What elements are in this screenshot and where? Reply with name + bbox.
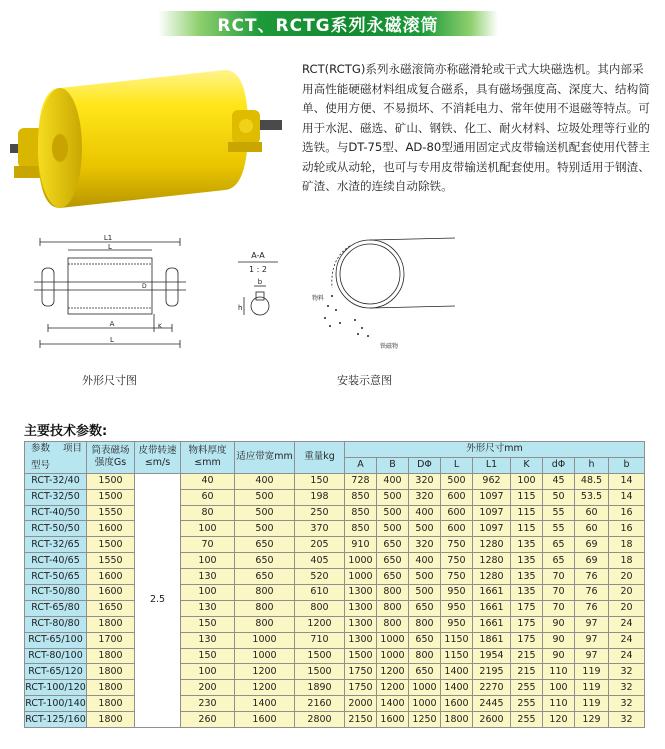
table-cell: 400 xyxy=(409,505,441,521)
table-cell: 600 xyxy=(441,489,473,505)
table-cell: 850 xyxy=(345,505,377,521)
table-cell: 1500 xyxy=(87,473,135,489)
table-cell: 230 xyxy=(181,696,235,712)
table-cell: 1500 xyxy=(295,664,345,680)
table-cell: 215 xyxy=(511,648,543,664)
table-cell: 100 xyxy=(543,680,575,696)
table-cell: 1000 xyxy=(345,553,377,569)
header-weight: 重量kg xyxy=(295,442,345,474)
table-cell: 2270 xyxy=(473,680,511,696)
table-cell: 255 xyxy=(511,696,543,712)
table-row xyxy=(25,600,645,616)
table-cell: 370 xyxy=(295,521,345,537)
table-cell: 800 xyxy=(409,648,441,664)
table-cell: 250 xyxy=(295,505,345,521)
table-cell: 500 xyxy=(409,521,441,537)
table-cell: 1750 xyxy=(345,680,377,696)
table-cell: 1800 xyxy=(87,696,135,712)
dim-label-d: D xyxy=(142,283,147,290)
header-dim: b xyxy=(609,457,645,473)
dim-label-k: K xyxy=(158,323,162,330)
table-cell: 2600 xyxy=(473,712,511,728)
table-cell: 150 xyxy=(181,648,235,664)
table-cell: 650 xyxy=(235,553,295,569)
table-cell: 90 xyxy=(543,632,575,648)
table-cell: 1150 xyxy=(441,632,473,648)
table-cell: 135 xyxy=(511,537,543,553)
model-cell: RCT-65/120 xyxy=(25,664,87,680)
belt-speed-cell: 2.5 xyxy=(135,473,181,727)
header-param-model xyxy=(25,442,87,474)
table-cell: 70 xyxy=(543,569,575,585)
page-title: RCT、RCTG系列永磁滚筒 xyxy=(217,16,439,36)
table-cell: 97 xyxy=(575,632,609,648)
table-cell: 2800 xyxy=(295,712,345,728)
model-cell: RCT-100/140 xyxy=(25,696,87,712)
table-cell: 20 xyxy=(609,569,645,585)
model-cell: RCT-50/80 xyxy=(25,585,87,601)
model-cell: RCT-100/120 xyxy=(25,680,87,696)
table-cell: 950 xyxy=(441,585,473,601)
table-cell: 2160 xyxy=(295,696,345,712)
table-cell: 850 xyxy=(345,489,377,505)
table-cell: 320 xyxy=(409,489,441,505)
table-cell: 1800 xyxy=(87,616,135,632)
table-cell: 1000 xyxy=(235,632,295,648)
table-cell: 119 xyxy=(575,680,609,696)
table-cell: 800 xyxy=(409,616,441,632)
table-cell: 130 xyxy=(181,632,235,648)
table-cell: 650 xyxy=(409,632,441,648)
model-cell: RCT-125/160 xyxy=(25,712,87,728)
table-cell: 1000 xyxy=(377,632,409,648)
table-cell: 110 xyxy=(543,664,575,680)
title-banner xyxy=(158,11,498,36)
table-cell: 135 xyxy=(511,585,543,601)
table-cell: 400 xyxy=(409,553,441,569)
table-cell: 800 xyxy=(235,600,295,616)
table-cell: 32 xyxy=(609,696,645,712)
header-dim: K xyxy=(511,457,543,473)
table-cell: 60 xyxy=(181,489,235,505)
install-label-iron: 铁磁物 xyxy=(380,343,399,350)
table-cell: 500 xyxy=(409,569,441,585)
table-cell: 962 xyxy=(473,473,511,489)
table-cell: 2445 xyxy=(473,696,511,712)
table-cell: 255 xyxy=(511,680,543,696)
table-cell: 600 xyxy=(441,521,473,537)
model-cell: RCT-32/65 xyxy=(25,537,87,553)
product-description: RCT(RCTG)系列永磁滚筒亦称磁滑轮或干式大块磁选机。其内部采用高性能硬磁材料组成复合磁系，具有磁场强度高、深度大、结构简单、使用方便、不易损坏、不消耗电力、常年使用不退磁等特点。可用于水泥、磁选、矿山、钢铁、化工、耐火材料、垃圾处理等行业的选铁。与DT-75型、AD-80型通用固定式皮带输送机配套使用代替主动轮或从动轮，也可与专用皮带输送机配套使用。特别适用于钢渣、矿渣、水渣的连续自动除铁。 xyxy=(302,62,650,193)
dim-label-l: L xyxy=(108,243,112,251)
header-model: 型号 xyxy=(31,459,51,471)
table-cell: 115 xyxy=(511,521,543,537)
table-cell: 710 xyxy=(295,632,345,648)
table-cell: 32 xyxy=(609,712,645,728)
table-cell: 115 xyxy=(511,489,543,505)
table-cell: 500 xyxy=(409,585,441,601)
table-cell: 32 xyxy=(609,664,645,680)
table-cell: 115 xyxy=(511,505,543,521)
table-cell: 76 xyxy=(575,585,609,601)
model-cell: RCT-80/100 xyxy=(25,648,87,664)
table-cell: 130 xyxy=(181,569,235,585)
table-cell: 198 xyxy=(295,489,345,505)
model-cell: RCT-50/50 xyxy=(25,521,87,537)
table-cell: 60 xyxy=(575,521,609,537)
table-cell: 650 xyxy=(235,569,295,585)
table-cell: 500 xyxy=(235,521,295,537)
table-cell: 1600 xyxy=(441,696,473,712)
table-cell: 200 xyxy=(181,680,235,696)
dim-label-l-bottom: L xyxy=(110,336,114,344)
table-cell: 100 xyxy=(511,473,543,489)
table-row xyxy=(25,473,645,489)
table-cell: 1280 xyxy=(473,553,511,569)
table-row xyxy=(25,569,645,585)
section-drawing xyxy=(228,250,288,325)
model-cell: RCT-40/50 xyxy=(25,505,87,521)
table-cell: 500 xyxy=(235,505,295,521)
table-cell: 600 xyxy=(441,505,473,521)
table-row xyxy=(25,632,645,648)
table-row xyxy=(25,648,645,664)
spec-table xyxy=(24,441,645,728)
table-cell: 1280 xyxy=(473,569,511,585)
table-cell: 800 xyxy=(377,585,409,601)
outline-drawing xyxy=(30,232,190,362)
table-cell: 60 xyxy=(575,505,609,521)
table-cell: 1150 xyxy=(441,648,473,664)
table-cell: 320 xyxy=(409,473,441,489)
table-cell: 1200 xyxy=(377,664,409,680)
header-dim: dΦ xyxy=(543,457,575,473)
table-cell: 1000 xyxy=(409,680,441,696)
header-dim: B xyxy=(377,457,409,473)
table-cell: 950 xyxy=(441,616,473,632)
section-h: h xyxy=(238,304,243,312)
table-cell: 850 xyxy=(345,521,377,537)
table-cell: 55 xyxy=(543,505,575,521)
table-row xyxy=(25,696,645,712)
table-cell: 24 xyxy=(609,632,645,648)
header-dims-group: 外形尺寸mm xyxy=(345,442,645,458)
header-belt-speed: 皮带转速≤m/s xyxy=(135,442,181,474)
table-cell: 1800 xyxy=(441,712,473,728)
table-cell: 1300 xyxy=(345,616,377,632)
table-cell: 1200 xyxy=(235,664,295,680)
table-cell: 100 xyxy=(181,664,235,680)
table-cell: 1650 xyxy=(87,600,135,616)
table-cell: 69 xyxy=(575,537,609,553)
header-dim: L xyxy=(441,457,473,473)
table-cell: 1800 xyxy=(87,680,135,696)
table-cell: 175 xyxy=(511,600,543,616)
table-cell: 1000 xyxy=(409,696,441,712)
table-cell: 260 xyxy=(181,712,235,728)
table-cell: 119 xyxy=(575,696,609,712)
section-scale: 1 : 2 xyxy=(249,265,267,274)
table-cell: 1600 xyxy=(377,712,409,728)
table-cell: 728 xyxy=(345,473,377,489)
table-cell: 18 xyxy=(609,553,645,569)
table-cell: 800 xyxy=(377,600,409,616)
table-row xyxy=(25,712,645,728)
model-cell: RCT-80/80 xyxy=(25,616,87,632)
table-cell: 50 xyxy=(543,489,575,505)
table-cell: 24 xyxy=(609,616,645,632)
install-caption: 安装示意图 xyxy=(337,374,392,387)
table-cell: 16 xyxy=(609,505,645,521)
header-dim: L1 xyxy=(473,457,511,473)
table-cell: 1861 xyxy=(473,632,511,648)
table-cell: 1300 xyxy=(345,600,377,616)
table-cell: 650 xyxy=(377,569,409,585)
table-cell: 80 xyxy=(181,505,235,521)
table-cell: 650 xyxy=(409,600,441,616)
table-cell: 76 xyxy=(575,569,609,585)
table-cell: 55 xyxy=(543,521,575,537)
table-cell: 70 xyxy=(543,600,575,616)
table-row xyxy=(25,537,645,553)
table-row xyxy=(25,585,645,601)
table-cell: 1400 xyxy=(441,664,473,680)
table-cell: 1661 xyxy=(473,616,511,632)
table-cell: 650 xyxy=(409,664,441,680)
table-row xyxy=(25,489,645,505)
table-cell: 1800 xyxy=(87,712,135,728)
table-cell: 800 xyxy=(235,616,295,632)
table-cell: 97 xyxy=(575,648,609,664)
table-cell: 1800 xyxy=(87,648,135,664)
table-cell: 1200 xyxy=(377,680,409,696)
table-cell: 500 xyxy=(441,473,473,489)
table-cell: 1400 xyxy=(441,680,473,696)
table-cell: 70 xyxy=(543,585,575,601)
table-cell: 1661 xyxy=(473,585,511,601)
table-cell: 2195 xyxy=(473,664,511,680)
table-row xyxy=(25,553,645,569)
table-cell: 800 xyxy=(295,600,345,616)
table-cell: 1600 xyxy=(235,712,295,728)
table-cell: 1200 xyxy=(295,616,345,632)
table-cell: 20 xyxy=(609,585,645,601)
table-cell: 175 xyxy=(511,632,543,648)
header-dim: DΦ xyxy=(409,457,441,473)
model-cell: RCT-32/40 xyxy=(25,473,87,489)
header-material-thickness: 物料厚度≤mm xyxy=(181,442,235,474)
table-cell: 1600 xyxy=(87,569,135,585)
table-cell: 1200 xyxy=(235,680,295,696)
table-cell: 950 xyxy=(441,600,473,616)
header-param: 参数 xyxy=(31,443,51,454)
table-cell: 76 xyxy=(575,600,609,616)
table-cell: 1550 xyxy=(87,505,135,521)
section-label: A-A xyxy=(251,251,265,260)
model-cell: RCT-40/65 xyxy=(25,553,87,569)
table-cell: 1280 xyxy=(473,537,511,553)
model-cell: RCT-65/100 xyxy=(25,632,87,648)
table-cell: 90 xyxy=(543,648,575,664)
table-cell: 650 xyxy=(235,537,295,553)
table-cell: 100 xyxy=(181,553,235,569)
table-cell: 1800 xyxy=(87,664,135,680)
table-cell: 135 xyxy=(511,553,543,569)
table-cell: 520 xyxy=(295,569,345,585)
table-cell: 255 xyxy=(511,712,543,728)
table-cell: 48.5 xyxy=(575,473,609,489)
table-cell: 1500 xyxy=(87,489,135,505)
dim-label-l1: L1 xyxy=(103,234,113,242)
table-cell: 2000 xyxy=(345,696,377,712)
table-cell: 1300 xyxy=(345,632,377,648)
install-label-material: 物料 xyxy=(312,295,325,302)
table-cell: 45 xyxy=(543,473,575,489)
table-cell: 215 xyxy=(511,664,543,680)
table-cell: 16 xyxy=(609,521,645,537)
table-cell: 320 xyxy=(409,537,441,553)
table-cell: 14 xyxy=(609,473,645,489)
section-b: b xyxy=(257,278,263,286)
table-cell: 205 xyxy=(295,537,345,553)
model-cell: RCT-65/80 xyxy=(25,600,87,616)
table-cell: 40 xyxy=(181,473,235,489)
model-cell: RCT-50/65 xyxy=(25,569,87,585)
table-cell: 1250 xyxy=(409,712,441,728)
table-cell: 2150 xyxy=(345,712,377,728)
table-cell: 650 xyxy=(377,553,409,569)
table-cell: 500 xyxy=(377,521,409,537)
table-cell: 400 xyxy=(377,473,409,489)
table-row xyxy=(25,616,645,632)
table-row xyxy=(25,521,645,537)
table-cell: 1500 xyxy=(345,648,377,664)
install-drawing xyxy=(310,228,460,358)
table-cell: 70 xyxy=(181,537,235,553)
table-cell: 150 xyxy=(181,616,235,632)
table-cell: 1097 xyxy=(473,521,511,537)
table-cell: 1400 xyxy=(235,696,295,712)
table-cell: 120 xyxy=(543,712,575,728)
model-cell: RCT-32/50 xyxy=(25,489,87,505)
table-cell: 1000 xyxy=(345,569,377,585)
table-cell: 650 xyxy=(377,537,409,553)
table-cell: 800 xyxy=(235,585,295,601)
table-cell: 1890 xyxy=(295,680,345,696)
table-cell: 100 xyxy=(181,585,235,601)
table-cell: 135 xyxy=(511,569,543,585)
table-cell: 20 xyxy=(609,600,645,616)
table-cell: 1750 xyxy=(345,664,377,680)
table-cell: 150 xyxy=(295,473,345,489)
table-cell: 1500 xyxy=(295,648,345,664)
table-row xyxy=(25,680,645,696)
spec-section-title: 主要技术参数: xyxy=(24,424,108,439)
table-cell: 100 xyxy=(181,521,235,537)
outline-caption: 外形尺寸图 xyxy=(82,374,137,387)
table-cell: 750 xyxy=(441,569,473,585)
table-cell: 1097 xyxy=(473,489,511,505)
header-dim: A xyxy=(345,457,377,473)
table-cell: 1661 xyxy=(473,600,511,616)
table-cell: 750 xyxy=(441,553,473,569)
table-cell: 610 xyxy=(295,585,345,601)
table-cell: 500 xyxy=(377,505,409,521)
table-cell: 65 xyxy=(543,537,575,553)
product-photo xyxy=(10,58,290,230)
table-cell: 14 xyxy=(609,489,645,505)
table-row xyxy=(25,505,645,521)
table-cell: 97 xyxy=(575,616,609,632)
table-cell: 400 xyxy=(235,473,295,489)
table-cell: 175 xyxy=(511,616,543,632)
dim-label-a: A xyxy=(109,320,115,328)
table-cell: 18 xyxy=(609,537,645,553)
table-cell: 130 xyxy=(181,600,235,616)
table-cell: 1300 xyxy=(345,585,377,601)
table-cell: 110 xyxy=(543,696,575,712)
table-cell: 65 xyxy=(543,553,575,569)
header-dim: h xyxy=(575,457,609,473)
table-cell: 69 xyxy=(575,553,609,569)
table-cell: 1600 xyxy=(87,521,135,537)
table-cell: 800 xyxy=(377,616,409,632)
header-surface-field: 筒表磁场强度Gs xyxy=(87,442,135,474)
table-cell: 129 xyxy=(575,712,609,728)
table-cell: 750 xyxy=(441,537,473,553)
table-row xyxy=(25,664,645,680)
table-cell: 500 xyxy=(235,489,295,505)
table-cell: 119 xyxy=(575,664,609,680)
table-cell: 53.5 xyxy=(575,489,609,505)
table-cell: 405 xyxy=(295,553,345,569)
table-cell: 1097 xyxy=(473,505,511,521)
table-cell: 1400 xyxy=(377,696,409,712)
table-cell: 910 xyxy=(345,537,377,553)
header-item: 项目 xyxy=(62,443,82,454)
table-cell: 1550 xyxy=(87,553,135,569)
table-cell: 1000 xyxy=(377,648,409,664)
table-cell: 500 xyxy=(377,489,409,505)
table-cell: 1600 xyxy=(87,585,135,601)
table-cell: 1954 xyxy=(473,648,511,664)
table-cell: 24 xyxy=(609,648,645,664)
table-cell: 1000 xyxy=(235,648,295,664)
table-cell: 90 xyxy=(543,616,575,632)
header-belt-width: 适应带宽mm xyxy=(235,442,295,474)
table-cell: 1500 xyxy=(87,537,135,553)
table-cell: 1700 xyxy=(87,632,135,648)
table-cell: 32 xyxy=(609,680,645,696)
